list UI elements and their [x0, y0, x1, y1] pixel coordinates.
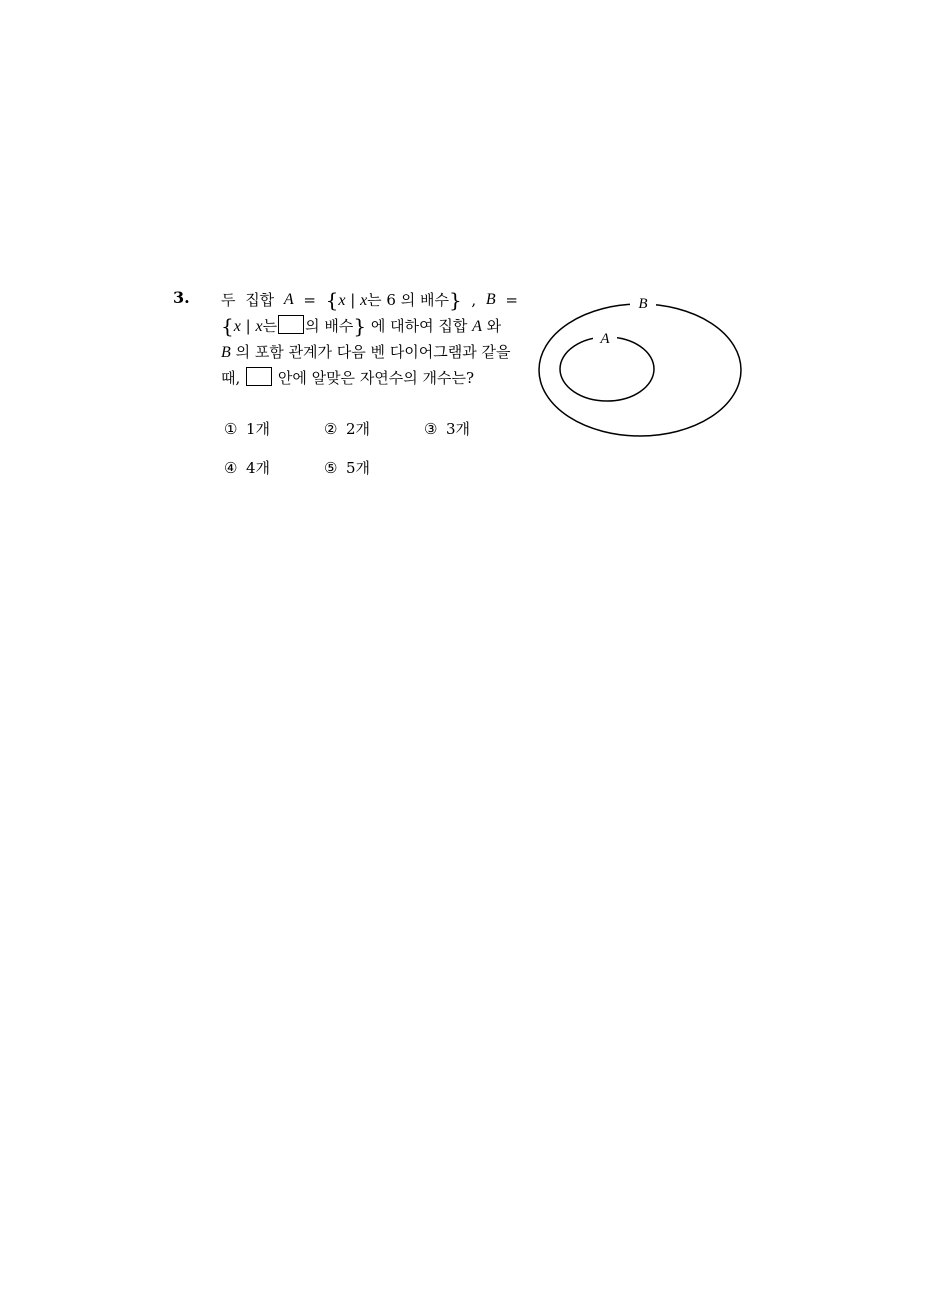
- choice-mark: ①: [224, 420, 238, 438]
- var-x: x: [233, 318, 241, 335]
- set-a-label: A: [600, 331, 610, 347]
- left-brace: {: [221, 314, 234, 338]
- venn-diagram: [530, 285, 750, 445]
- var-x: x: [338, 292, 346, 309]
- set-a-condition: 는 6 의 배수: [367, 291, 449, 309]
- choice-mark: ②: [324, 420, 338, 438]
- var-x: x: [360, 292, 368, 309]
- answer-blank-box: [278, 315, 304, 334]
- set-b-ellipse: [539, 304, 741, 436]
- set-b-symbol: B: [485, 291, 496, 308]
- choice-mark: ⑤: [324, 459, 338, 477]
- question-line-4: [221, 365, 521, 391]
- word-du: 두: [221, 291, 236, 309]
- set-a-symbol: A: [472, 318, 482, 335]
- set-a-symbol: A: [283, 291, 294, 308]
- choice-2[interactable]: [324, 418, 370, 439]
- line4-lead: 때,: [221, 369, 241, 387]
- set-a-definition: [326, 287, 462, 313]
- comma: ,: [471, 291, 477, 309]
- choice-4[interactable]: [224, 457, 270, 478]
- word-wa: 와: [486, 317, 502, 335]
- choice-label: 2개: [346, 420, 371, 438]
- right-brace: }: [353, 314, 367, 338]
- question-line-1: [221, 287, 518, 313]
- set-b-label: B: [638, 296, 648, 312]
- choice-label: 4개: [246, 459, 271, 477]
- left-brace: {: [325, 288, 339, 312]
- choice-label: 5개: [346, 459, 371, 477]
- set-b-symbol: B: [221, 344, 231, 361]
- line2-rest: 에 대하여 집합: [370, 317, 468, 335]
- right-brace: }: [448, 288, 462, 312]
- question-line-3: [221, 339, 521, 365]
- choice-5[interactable]: [324, 457, 370, 478]
- var-x: x: [255, 318, 263, 335]
- choice-1[interactable]: [224, 418, 270, 439]
- equals-sign: =: [505, 291, 518, 309]
- choice-mark: ③: [424, 420, 438, 438]
- answer-blank-box: [246, 367, 272, 386]
- question-text: [221, 287, 521, 391]
- word-neun: 는: [262, 317, 278, 335]
- choice-label: 1개: [246, 420, 271, 438]
- choice-mark: ④: [224, 459, 238, 477]
- equals-sign: =: [303, 291, 316, 309]
- question-number: 3.: [173, 288, 190, 307]
- multiple-text: 의 배수: [305, 317, 354, 335]
- bar: |: [350, 291, 356, 309]
- word-jiphap: 집합: [245, 291, 275, 309]
- choice-label: 3개: [446, 420, 471, 438]
- bar: |: [245, 317, 251, 335]
- choice-3[interactable]: [424, 418, 470, 439]
- line4-rest: 안에 알맞은 자연수의 개수는?: [277, 369, 475, 387]
- line3-text: 의 포함 관계가 다음 벤 다이어그램과 같을: [235, 343, 511, 361]
- question-line-2: [221, 313, 521, 339]
